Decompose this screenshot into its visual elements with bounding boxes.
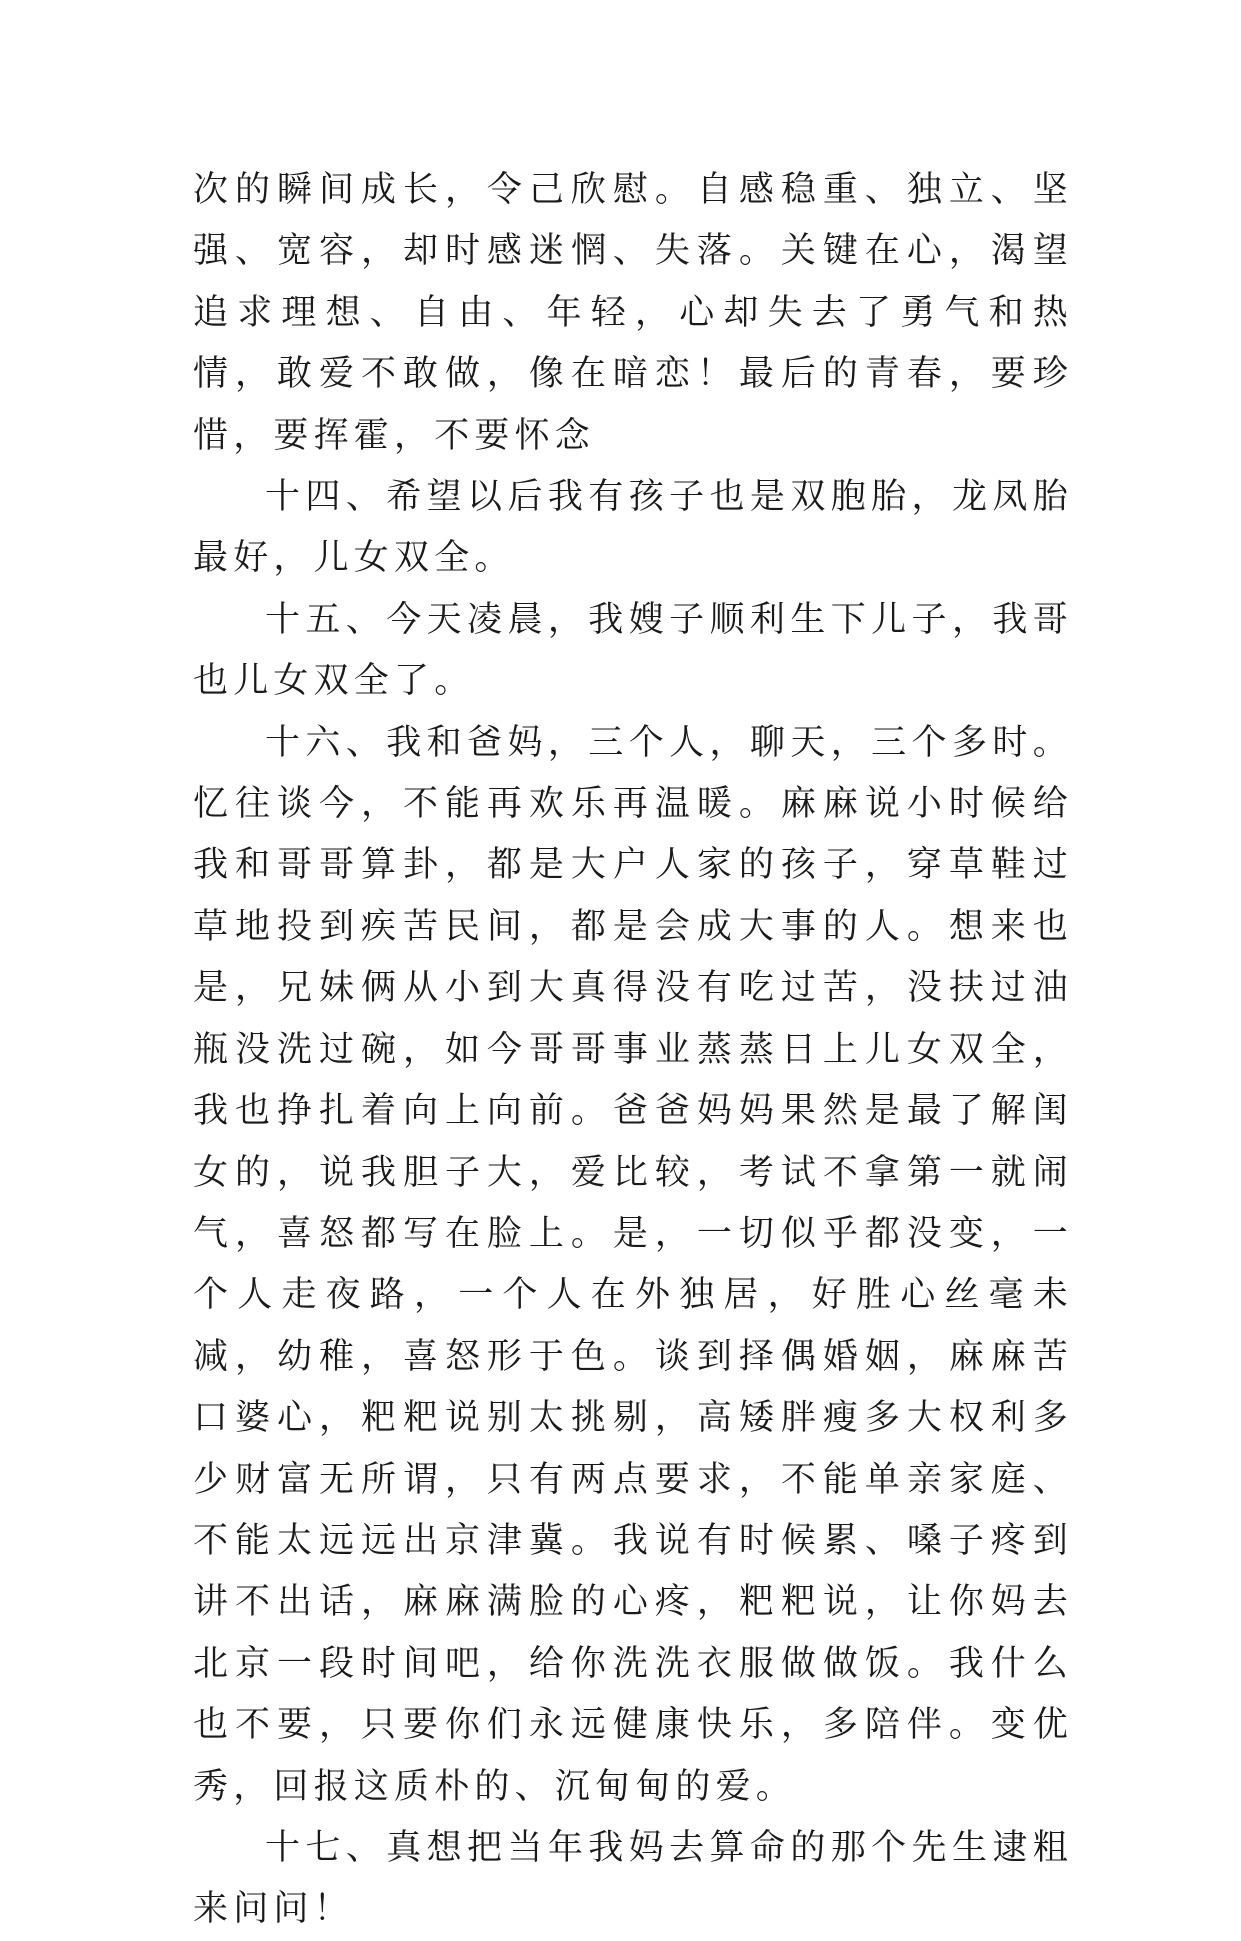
paragraph-item-17: 十七、真想把当年我妈去算命的那个先生逮粗来问问！ (193, 1827, 1073, 1930)
paragraph-continuation: 次的瞬间成长，令己欣慰。自感稳重、独立、坚强、宽容，却时感迷惘、失落。关键在心，渴望追求理想、自由、年轻，心却失去了勇气和热情，敢爱不敢做，像在暗恋！最后的青春，要珍惜，要挥霍，不要怀念 (193, 170, 1073, 456)
paragraph-item-15: 十五、今天凌晨，我嫂子顺利生下儿子，我哥也儿女双全了。 (193, 599, 1073, 702)
document-body (193, 160, 1073, 1941)
paragraph-item-16: 十六、我和爸妈，三个人，聊天，三个多时。忆往谈今，不能再欢乐再温暖。麻麻说小时候给我和哥哥算卦，都是大户人家的孩子，穿草鞋过草地投到疾苦民间，都是会成大事的人。想来也是，兄妹俩从小到大真得没有吃过苦，没扶过油瓶没洗过碗，如今哥哥事业蒸蒸日上儿女双全，我也挣扎着向上向前。爸爸妈妈果然是最了解闺女的，说我胆子大，爱比较，考试不拿第一就闹气，喜怒都写在脸上。是，一切似乎都没变，一个人走夜路，一个人在外独居，好胜心丝毫未减，幼稚，喜怒形于色。谈到择偶婚姻，麻麻苦口婆心，粑粑说别太挑剔，高矮胖瘦多大权利多少财富无所谓，只有两点要求，不能单亲家庭、不能太远远出京津冀。我说有时候累、嗓子疼到讲不出话，麻麻满脸的心疼，粑粑说，让你妈去北京一段时间吧，给你洗洗衣服做做饭。我什么也不要，只要你们永远健康快乐，多陪伴。变优秀，回报这质朴的、沉甸甸的爱。 (193, 722, 1073, 1807)
paragraph-item-14: 十四、希望以后我有孩子也是双胞胎，龙凤胎最好，儿女双全。 (193, 477, 1073, 579)
